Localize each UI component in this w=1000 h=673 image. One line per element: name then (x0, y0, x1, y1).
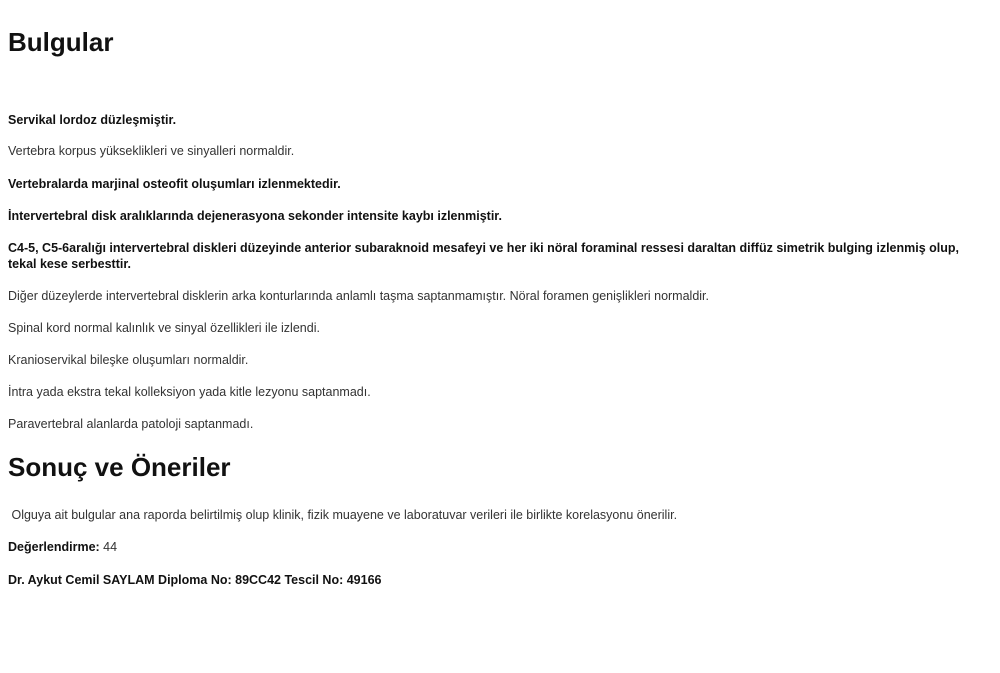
evaluation-line (8, 539, 983, 555)
finding-paravertebral: Paravertebral alanlarda patoloji saptanmadı. (8, 417, 254, 431)
finding-spinal-cord: Spinal kord normal kalınlık ve sinyal özellikleri ile izlendi. (8, 321, 320, 335)
finding-vertebral-bodies: Vertebra korpus yükseklikleri ve sinyalleri normaldir. (8, 144, 295, 158)
recommendation-text: Olguya ait bulgular ana raporda belirtilmiş olup klinik, fizik muayene ve laboratuvar verileri ile birlikte korelasyonu önerilir. (8, 508, 678, 522)
evaluation-value: 44 (99, 540, 118, 554)
finding-disc-bulging: C4-5, C5-6aralığı intervertebral diskleri düzeyinde anterior subaraknoid mesafeyi ve her iki nöral foraminal ressesi daraltan diffüz simetrik bulging izlenmiş olup, tekal kese serbesttir. (8, 241, 959, 271)
finding-cervical-lordosis: Servikal lordoz düzleşmiştir. (8, 113, 177, 127)
finding-collection: İntra yada ekstra tekal kolleksiyon yada kitle lezyonu saptanmadı. (8, 385, 371, 399)
finding-other-levels: Diğer düzeylerde intervertebral disklerin arka konturlarında anlamlı taşma saptanmamıştır. Nöral foramen genişlikleri normaldir. (8, 289, 709, 303)
finding-craniocervical: Kranioservikal bileşke oluşumları normaldir. (8, 353, 249, 367)
finding-osteophytes: Vertebralarda marjinal osteofit oluşumları izlenmektedir. (8, 177, 341, 191)
finding-disc-degeneration: İntervertebral disk aralıklarında dejenerasyona sekonder intensite kaybı izlenmiştir. (8, 209, 502, 223)
results-heading: Sonuç ve Öneriler (8, 452, 231, 482)
signature: Dr. Aykut Cemil SAYLAM Diploma No: 89CC42 Tescil No: 49166 (8, 573, 382, 587)
findings-heading: Bulgular (8, 27, 114, 57)
evaluation-label: Değerlendirme: (8, 540, 100, 554)
